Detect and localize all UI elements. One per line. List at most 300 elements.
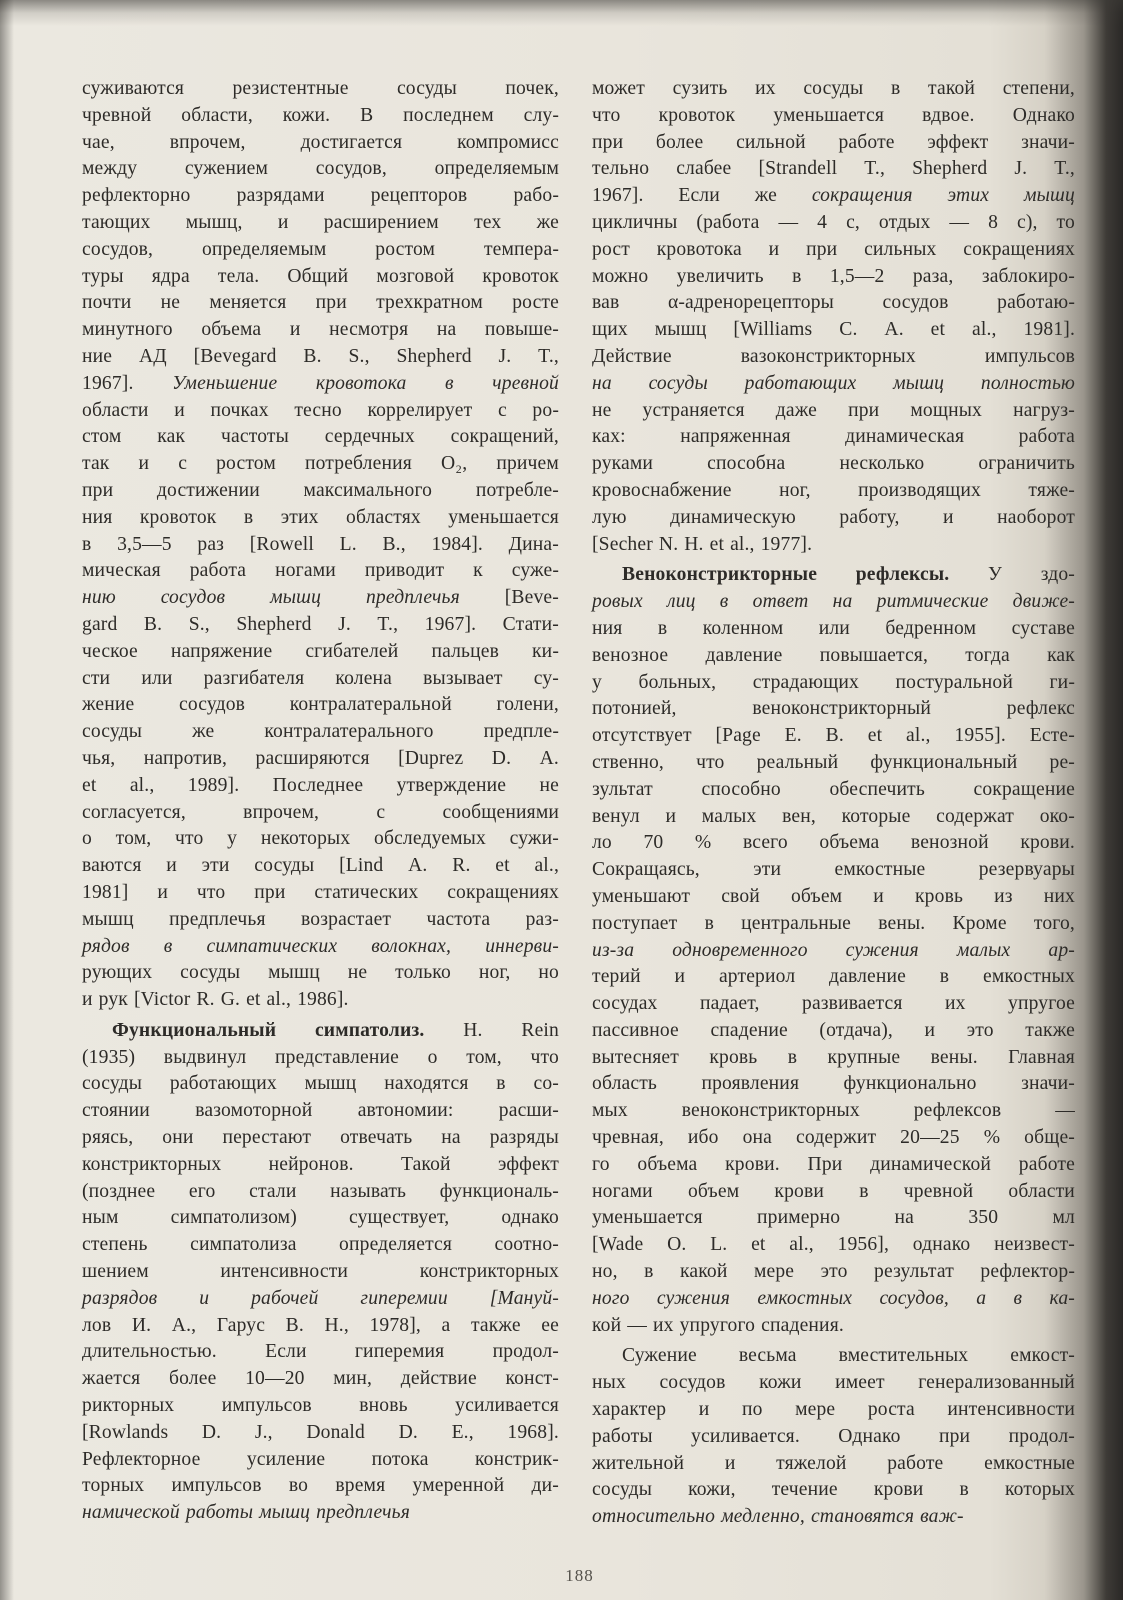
word: чревной xyxy=(492,372,559,394)
word: в xyxy=(657,617,668,639)
word: напряженная xyxy=(680,426,791,448)
word: и xyxy=(277,211,289,233)
word: ибо xyxy=(687,1127,719,1149)
word: также xyxy=(1025,1019,1075,1041)
text-line xyxy=(82,692,559,719)
word: разрядов xyxy=(82,1287,158,1309)
word: более xyxy=(655,131,704,153)
word: Однако xyxy=(1012,104,1075,126)
word: это xyxy=(820,1261,848,1283)
word: движе- xyxy=(1012,591,1075,613)
word: АД xyxy=(138,345,167,367)
word: некоторых xyxy=(260,828,351,850)
paragraph xyxy=(82,1018,559,1527)
word: (позднее xyxy=(82,1180,156,1202)
text-line xyxy=(592,1313,1075,1340)
word: работе xyxy=(838,131,895,153)
word: даже xyxy=(775,399,818,421)
word: стали xyxy=(249,1180,297,1202)
word: рующих xyxy=(82,962,153,984)
word: них xyxy=(1043,885,1075,907)
word: око- xyxy=(1039,805,1075,827)
word: Если xyxy=(265,1341,307,1363)
text-line xyxy=(592,777,1075,804)
word: коленном xyxy=(702,617,784,639)
word: выдвинул xyxy=(163,1046,247,1068)
word: разгибателя xyxy=(203,667,305,689)
word: сосуды xyxy=(82,721,143,743)
word: а xyxy=(441,1314,451,1336)
text-line xyxy=(592,884,1075,911)
word: на xyxy=(832,591,853,613)
word: 1968]. xyxy=(507,1421,559,1443)
word: ровых xyxy=(592,591,643,613)
word: et xyxy=(751,1234,766,1256)
text-line xyxy=(592,1045,1075,1072)
text-line xyxy=(592,130,1075,157)
word: тельно xyxy=(592,158,650,180)
word: эти xyxy=(753,859,782,881)
word: резервуары xyxy=(978,859,1075,881)
word: ки- xyxy=(532,640,559,662)
word: сильных xyxy=(864,238,937,260)
word: центральные xyxy=(741,912,852,934)
word: работа xyxy=(189,560,247,582)
word: рикторных xyxy=(82,1395,175,1417)
word: емкостных xyxy=(757,1287,853,1309)
word: и xyxy=(166,855,177,877)
word: у xyxy=(227,828,238,850)
word: уменьшается xyxy=(592,1207,703,1229)
word: 1981]. xyxy=(1023,319,1075,341)
word: последнем xyxy=(403,104,494,126)
word: Сокращаясь, xyxy=(592,859,700,881)
word: Гарус xyxy=(216,1314,266,1336)
word: [Strandell xyxy=(758,158,838,180)
word: et xyxy=(495,855,510,877)
word: почках xyxy=(210,399,269,421)
word: содержит xyxy=(796,1127,877,1149)
word: мин, xyxy=(333,1368,373,1390)
word: тела. xyxy=(217,265,260,287)
text-line xyxy=(82,773,559,800)
paragraph xyxy=(82,76,559,1014)
word: только xyxy=(395,962,451,984)
word: в xyxy=(719,591,729,613)
text-line xyxy=(82,1125,559,1152)
word: мых xyxy=(592,1100,628,1122)
text-line xyxy=(82,1152,559,1179)
word: отдых xyxy=(878,211,931,233)
word: впрочем, xyxy=(243,801,320,823)
word: крови xyxy=(873,1479,924,1501)
word: и xyxy=(138,453,150,475)
word: расширяются xyxy=(255,747,370,769)
text-line xyxy=(82,451,559,478)
text-line xyxy=(592,1018,1075,1045)
text-line xyxy=(592,1232,1075,1259)
word: минутного xyxy=(82,319,173,341)
text-line xyxy=(82,987,559,1014)
word: раз xyxy=(197,533,225,555)
word: вен, xyxy=(782,805,816,827)
word: тогда xyxy=(965,644,1010,666)
text-line xyxy=(592,478,1075,505)
word: согласуется, xyxy=(82,801,186,823)
word: потонией, xyxy=(592,698,677,720)
text-line xyxy=(82,853,559,880)
word: какой xyxy=(679,1261,728,1283)
word: предплечья xyxy=(316,1502,410,1524)
word: ло xyxy=(592,832,612,854)
word: у xyxy=(592,671,602,693)
word: в xyxy=(82,533,92,555)
word: между xyxy=(82,158,138,180)
word: которых xyxy=(1005,1479,1075,1501)
word: иннерви- xyxy=(485,935,559,957)
word: и xyxy=(873,885,884,907)
word: при xyxy=(848,399,880,421)
word: а xyxy=(976,1287,987,1309)
word: такой xyxy=(928,78,976,99)
word: суже- xyxy=(511,560,559,582)
word: трехкратном xyxy=(376,292,483,314)
word: с, xyxy=(846,211,860,233)
word: в xyxy=(496,1073,506,1095)
text-line xyxy=(82,371,559,398)
word: эффект xyxy=(497,1153,559,1175)
text-line xyxy=(592,451,1075,478)
word: мере xyxy=(795,1399,836,1421)
word: страдающих xyxy=(752,671,859,693)
word: et xyxy=(82,774,97,796)
word: уменьшается xyxy=(773,104,885,126)
word: крови. xyxy=(1020,832,1075,854)
word: во xyxy=(288,1475,309,1497)
word: et xyxy=(709,533,725,555)
word: усиливается. xyxy=(691,1425,800,1447)
word: Дина- xyxy=(508,533,559,555)
word: что xyxy=(696,751,725,773)
word: при xyxy=(938,1425,971,1447)
word: ядра xyxy=(151,265,190,287)
word: ческое xyxy=(82,640,138,662)
word: однако xyxy=(912,1234,971,1256)
word: расширением xyxy=(323,211,439,233)
word: в xyxy=(792,265,802,287)
word: al., xyxy=(972,319,997,341)
word: J. xyxy=(1014,158,1028,180)
word: чревная, xyxy=(592,1127,664,1149)
word: сузить xyxy=(672,78,728,99)
text-line xyxy=(82,1259,559,1286)
word: D. xyxy=(398,1421,418,1443)
word: гиперемии xyxy=(360,1287,448,1309)
paragraph xyxy=(592,562,1075,1339)
right-column xyxy=(592,76,1075,1531)
text-line xyxy=(592,1071,1075,1098)
word: не xyxy=(160,292,181,314)
word: D. xyxy=(491,747,512,769)
word: вазоконстрикторных xyxy=(740,345,916,367)
word: причем xyxy=(496,453,559,475)
word: сосуды xyxy=(180,962,241,984)
word: крупные xyxy=(827,1046,901,1068)
word: шением xyxy=(82,1261,149,1283)
word: слабее xyxy=(676,158,732,180)
word: медленно, xyxy=(721,1506,805,1528)
word: 1,5—2 xyxy=(829,265,885,287)
word: проявления xyxy=(701,1073,800,1095)
word: B. xyxy=(825,725,844,747)
word: способно xyxy=(701,778,781,800)
word: называть xyxy=(330,1180,407,1202)
word: степень xyxy=(82,1234,148,1256)
word: более xyxy=(168,1368,217,1390)
text-line xyxy=(592,830,1075,857)
word: поступает xyxy=(592,912,678,934)
text-line xyxy=(82,612,559,639)
text-line xyxy=(82,1205,559,1232)
word: сужением xyxy=(184,158,269,180)
word: H. xyxy=(684,533,704,555)
text-line xyxy=(592,723,1075,750)
word: et xyxy=(246,989,261,1011)
word: рабо- xyxy=(513,185,559,207)
text-line xyxy=(82,800,559,827)
word: его xyxy=(188,1180,216,1202)
word: сосудов xyxy=(160,587,226,609)
word: утверждение xyxy=(396,774,507,796)
word: при xyxy=(806,238,838,260)
text-line xyxy=(82,585,559,612)
word: и xyxy=(924,1019,936,1041)
word: чревной xyxy=(903,1180,974,1202)
word: T., xyxy=(377,613,399,635)
text-line xyxy=(592,616,1075,643)
word: объем xyxy=(687,1180,740,1202)
word: туры xyxy=(82,265,124,287)
word: при xyxy=(254,881,286,903)
text-line xyxy=(592,317,1075,344)
word: имеет xyxy=(835,1372,885,1394)
word: T., xyxy=(1054,158,1075,180)
text-line xyxy=(82,237,559,264)
page-number-text: 188 xyxy=(565,1566,594,1585)
word: 1989]. xyxy=(187,774,240,796)
word: J. xyxy=(498,345,512,367)
word: 1981] xyxy=(82,881,129,903)
word: упругого xyxy=(679,1314,756,1336)
word: давление xyxy=(829,966,907,988)
word: динамическую xyxy=(670,506,796,528)
word: том, xyxy=(115,828,152,850)
text-line xyxy=(592,562,1075,589)
text-line xyxy=(82,532,559,559)
text-line xyxy=(82,1339,559,1366)
word: и xyxy=(943,506,954,528)
word: она xyxy=(742,1127,773,1149)
word: к xyxy=(473,560,483,582)
word: течение xyxy=(771,1479,838,1501)
word: существует, xyxy=(349,1207,450,1229)
word: сердечных xyxy=(324,426,415,448)
text-line xyxy=(82,478,559,505)
word: мышц xyxy=(893,372,945,394)
text-line xyxy=(592,964,1075,991)
word: [Lind xyxy=(339,855,384,877)
text-line xyxy=(592,1152,1075,1179)
word: на xyxy=(592,372,612,394)
word: терий xyxy=(592,966,641,988)
word: резистентные xyxy=(232,78,349,99)
text-line xyxy=(592,696,1075,723)
text-line xyxy=(82,1232,559,1259)
word: статических xyxy=(314,881,419,903)
word: нейронов. xyxy=(268,1153,354,1175)
text-line xyxy=(82,1071,559,1098)
text-line xyxy=(82,290,559,317)
word: вазомоторной xyxy=(195,1100,313,1122)
text-line xyxy=(592,264,1075,291)
word: R. xyxy=(196,989,215,1011)
word: с xyxy=(376,801,386,823)
word: сгибателей xyxy=(305,640,399,662)
word: [Rowlands xyxy=(82,1421,169,1443)
text-line xyxy=(82,76,559,103)
word: рук xyxy=(98,989,128,1011)
word: и xyxy=(199,1287,210,1309)
word: венозное xyxy=(592,644,669,666)
word: O₂, xyxy=(440,453,468,475)
word: 1955]. xyxy=(954,725,1006,747)
word: в xyxy=(704,912,714,934)
word: что xyxy=(196,881,226,903)
word: их xyxy=(944,993,966,1015)
word: меняется xyxy=(209,292,287,314)
word: импульсов xyxy=(984,345,1075,367)
word: рефлекс xyxy=(1006,698,1075,720)
word: нию xyxy=(82,587,116,609)
word: су- xyxy=(533,667,559,689)
word: При xyxy=(807,1153,843,1175)
text-line xyxy=(82,934,559,961)
word: B. xyxy=(303,345,322,367)
left-column xyxy=(82,76,559,1527)
word: C. xyxy=(839,319,858,341)
text-line xyxy=(592,424,1075,451)
word: рефлексов xyxy=(913,1100,1002,1122)
word: емкостных xyxy=(982,966,1075,988)
word: в xyxy=(787,1046,798,1068)
word: содержат xyxy=(936,805,1015,827)
word: интенсивности xyxy=(947,1399,1075,1421)
word: Рефлекторное xyxy=(82,1448,201,1470)
word: 1967]. xyxy=(82,372,134,394)
word: усиление xyxy=(246,1448,326,1470)
word: кожи. xyxy=(282,104,331,126)
word: % xyxy=(694,832,712,854)
word: Веноконстрикторные xyxy=(622,564,818,586)
word: — xyxy=(627,1314,648,1336)
text-line xyxy=(82,1179,559,1206)
word: мышц xyxy=(1023,185,1075,207)
word: область xyxy=(592,1073,657,1095)
word: 1978], xyxy=(369,1314,421,1336)
word: может xyxy=(592,78,645,99)
word: всего xyxy=(742,832,788,854)
paragraph xyxy=(592,1343,1075,1531)
word: сокращения xyxy=(811,185,913,207)
word: малых xyxy=(956,939,1011,961)
word: сокращениях xyxy=(963,238,1075,260)
word: сосудов xyxy=(659,1372,726,1394)
text-line xyxy=(592,183,1075,210)
word: 10—20 xyxy=(245,1368,305,1390)
word: N. xyxy=(658,533,679,555)
text-line xyxy=(82,183,559,210)
word: уменьшается xyxy=(448,506,559,528)
word: роста xyxy=(867,1399,915,1421)
word: работу, xyxy=(839,506,900,528)
word: A. xyxy=(539,747,559,769)
word: расши- xyxy=(498,1100,559,1122)
word: мышц xyxy=(259,1502,311,1524)
word: Н., xyxy=(324,1314,349,1336)
word: в xyxy=(163,935,173,957)
word: ка- xyxy=(1049,1287,1075,1309)
word: функциональ- xyxy=(439,1180,559,1202)
word: работы xyxy=(592,1425,653,1447)
text-line xyxy=(82,1500,559,1527)
word: Кроме xyxy=(952,912,1007,934)
word: Уменьшение xyxy=(172,372,278,394)
word: ния xyxy=(82,506,113,528)
word: 350 xyxy=(968,1207,999,1229)
word: вместительных xyxy=(838,1345,969,1367)
word: в xyxy=(939,966,950,988)
word: пассивное xyxy=(592,1019,679,1041)
word: кровоток xyxy=(139,506,217,528)
word: et xyxy=(867,725,883,747)
word: объема xyxy=(819,832,880,854)
word: возрастает xyxy=(301,908,392,930)
word: ее xyxy=(541,1314,559,1336)
word: мышц xyxy=(268,962,320,984)
word: становятся xyxy=(810,1506,915,1528)
word: объема xyxy=(201,319,262,341)
word: коррелирует xyxy=(367,399,473,421)
word: S., xyxy=(188,613,210,635)
word: Shepherd xyxy=(236,613,312,635)
word: сосудов xyxy=(179,694,246,716)
word: определяется xyxy=(339,1234,453,1256)
word: констрик- xyxy=(474,1448,559,1470)
top-edge-shadow xyxy=(0,0,1123,26)
text-line xyxy=(592,1125,1075,1152)
text-line xyxy=(82,505,559,532)
word: сообщениями xyxy=(442,801,559,823)
word: не xyxy=(592,399,612,421)
word: работающих xyxy=(169,1073,277,1095)
word: они xyxy=(162,1127,194,1149)
word: Однако xyxy=(838,1425,901,1447)
word: реальный xyxy=(756,751,839,773)
word: E. xyxy=(784,725,802,747)
word: компромисс xyxy=(457,131,559,153)
word: T., xyxy=(538,345,559,367)
word: кровоток xyxy=(658,104,736,126)
